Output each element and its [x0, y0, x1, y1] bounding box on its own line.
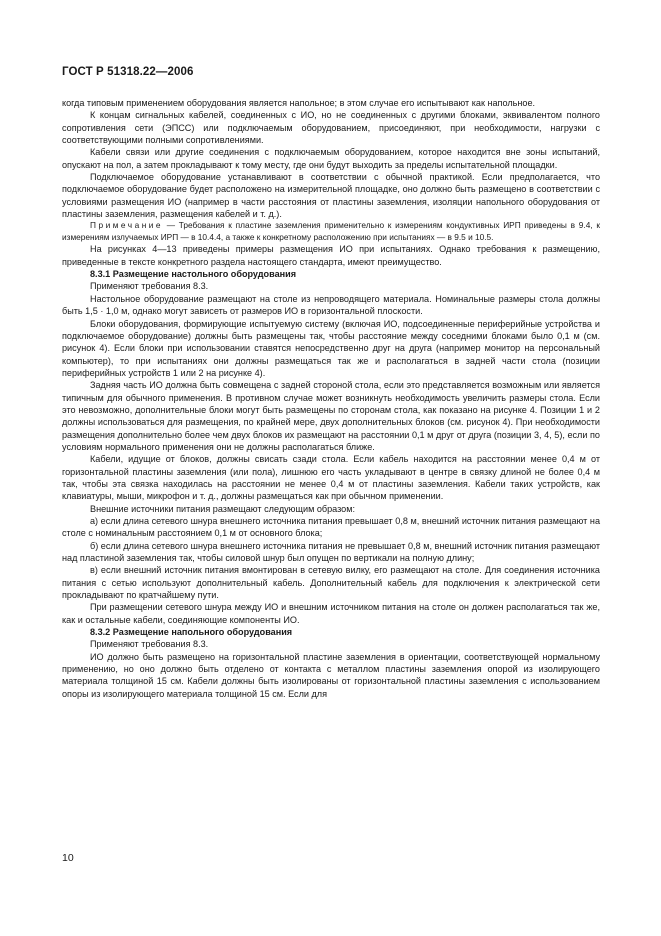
paragraph-13: Внешние источники питания размещают следующим образом:: [90, 503, 356, 514]
section-heading-8-3-1: 8.3.1 Размещение настольного оборудования: [90, 269, 297, 280]
list-item-b: б) если длина сетевого шнура внешнего источника питания не превышает 0,8 м, внешний источник питания размещают над пластиной заземления так, чтобы силовой шнур был опущен по вертикали на полную длину;: [62, 540, 600, 564]
paragraph-6: На рисунках 4—13 приведены примеры размещения ИО при испытаниях. Однако требования к размещению, приведенные в тексте конкретного раздела настоящего стандарта, имеют преимущество.: [62, 244, 600, 267]
note-text: — Требования к пластине заземления применительно к измерениям кондуктивных ИРП приведены в 9.4, к измерениям излучаемых ИРП — в 10.4.4, а также к конкретному расположению при испытаниях — в 9.5 и 10.5.: [62, 220, 600, 242]
list-item-c: в) если внешний источник питания вмонтирован в сетевую вилку, его размещают на столе. Для соединения источника питания с сетью используют дополнительный кабель. Дополнительный кабель для подключения к электрической сети прокладывают по кратчайшему пути.: [62, 565, 600, 601]
section-heading-8-3-2: 8.3.2 Размещение напольного оборудования: [90, 627, 293, 638]
paragraph-20: ИО должно быть размещено на горизонтальной пластине заземления в ориентации, соответствующей нормальному применению, но оно должно быть отделено от контакта с металлом пластины заземления опорой из изолирующего материала толщиной 15 см. Кабели должны быть изолированы от горизонтальной пластины заземления с использованием опоры из изолирующего материала толщиной 15 см. Если для: [62, 651, 600, 699]
paragraph-19: Применяют требования 8.3.: [90, 639, 209, 650]
note-label: Примечание: [90, 220, 164, 231]
paragraph-8: Применяют требования 8.3.: [90, 281, 209, 292]
paragraph-1: когда типовым применением оборудования является напольное; в этом случае его испытывают как напольное.: [62, 98, 536, 108]
paragraph-2: К концам сигнальных кабелей, соединенных с ИО, но не соединенных с другими блоками, эквивалентом полного сопротивления сети (ЭПСС) или подключаемым оборудованием, присоединяют, при необходимости, нагрузки с соответствующими полными сопротивлениями.: [62, 110, 600, 146]
document-body: [62, 97, 600, 700]
paragraph-10: Блоки оборудования, формирующие испытуемую систему (включая ИО, подсоединенные периферийные устройства и подключаемое оборудование) должны быть размещены так, чтобы расстояние между соседними блоками было 0,1 м (см. рисунок 4). Если блоки при использовании ставятся непосредственно друг на друга (например монитор на персональный компьютер), то при испытаниях они должны размещаться так же и располагаться в задней части стола (позиции периферийных устройств 1 или 2 на рисунке 4).: [62, 318, 600, 378]
paragraph-11: Задняя часть ИО должна быть совмещена с задней стороной стола, если это представляется возможным или является типичным для обычного применения. В противном случае может возникнуть необходимость увеличить размеры стола. Если это невозможно, дополнительные блоки могут быть размещены по сторонам стола, как показано на рисунке 4. Позиции 1 и 2 должны использоваться для размещения, по крайней мере, двух дополнительных блоков (см. рисунок 4). При необходимости размещения дополнительно более чем двух блоков их размещают на расстоянии 0,1 м друг от друга (позиции 3, 4, 5), если по условиям нормального применения они не должны располагаться ближе.: [62, 380, 600, 452]
paragraph-4: Подключаемое оборудование устанавливают в соответствии с обычной практикой. Если предполагается, что подключаемое оборудование будет расположено на измерительной площадке, оно должно быть размещено в соответствии с условиями размещения ИО (например в части расстояния от пластины заземления, изоляции напольного оборудования от пластины заземления, размещения кабелей и т. д.).: [62, 172, 600, 220]
document-header: ГОСТ Р 51318.22—2006: [62, 66, 194, 78]
paragraph-9: Настольное оборудование размещают на столе из непроводящего материала. Номинальные размеры стола должны быть 1,5 · 1,0 м, однако могут зависеть от размеров ИО в горизонтальной плоскости.: [62, 293, 600, 317]
note-paragraph: [62, 220, 600, 243]
paragraph-17: При размещении сетевого шнура между ИО и внешним источником питания на столе он должен располагаться так же, как и остальные кабели, соединяющие компоненты ИО.: [62, 602, 600, 625]
list-item-a: а) если длина сетевого шнура внешнего источника питания превышает 0,8 м, внешний источник питания размещают на столе с номинальным расстоянием 0,1 м от основного блока;: [62, 516, 600, 539]
paragraph-3: Кабели связи или другие соединения с подключаемым оборудованием, которое находится вне зоны испытаний, опускают на пол, а затем прокладывают к тому месту, где они будут выходить за пределы испытательной площадки.: [62, 147, 600, 170]
paragraph-12: Кабели, идущие от блоков, должны свисать сзади стола. Если кабель находится на расстоянии менее 0,4 м от горизонтальной пластины заземления (или пола), лишнюю его часть укладывают в центре в связку длиной не более 0,4 м так, чтобы эта связка находилась на расстоянии не менее 0,4 м от пластины заземления. Кабели таких устройств, как клавиатуры, мыши, микрофон и т. д., должны размещаться как при обычном применении.: [62, 454, 600, 502]
page-number: 10: [62, 852, 74, 864]
